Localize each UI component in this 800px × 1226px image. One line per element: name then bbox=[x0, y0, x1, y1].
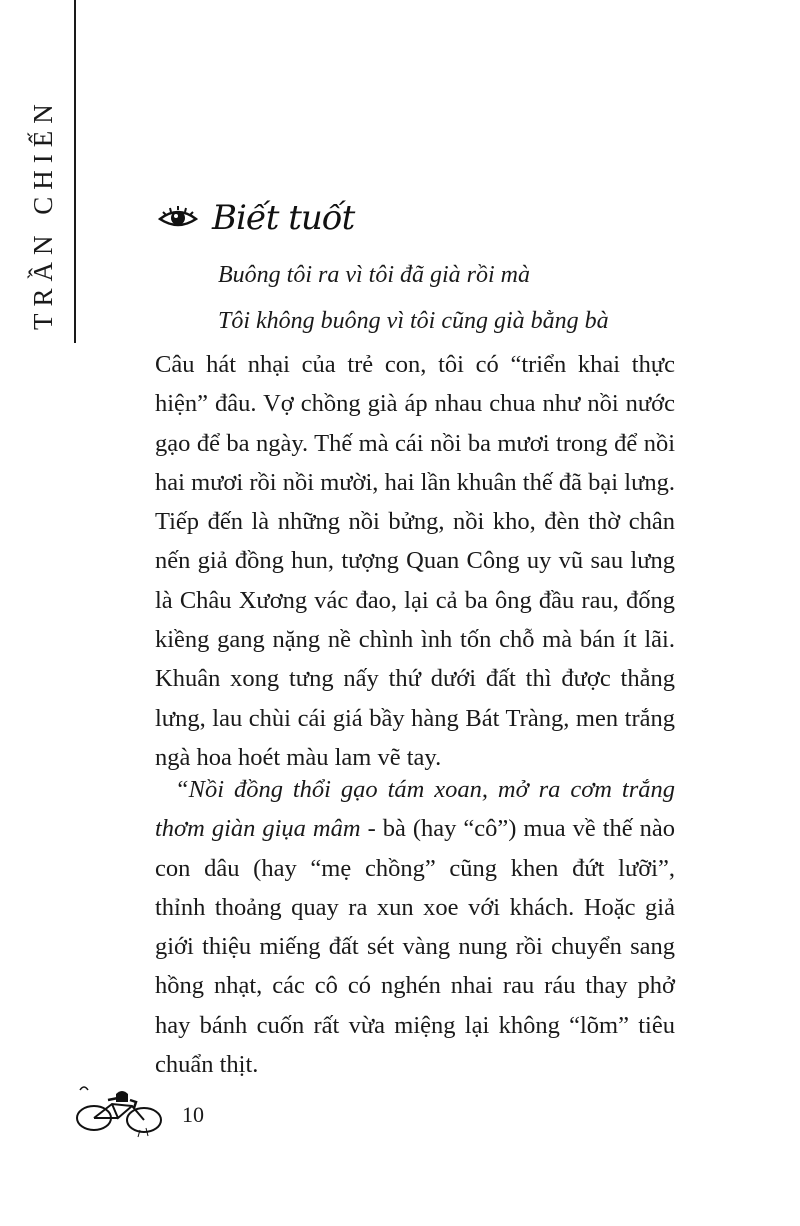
text-line bbox=[155, 809, 675, 848]
paragraph-2 bbox=[155, 770, 675, 1084]
author-running-head: TRẦN CHIẾN bbox=[28, 97, 58, 330]
text-line: chuẩn thịt. bbox=[155, 1051, 259, 1079]
paragraph-1 bbox=[155, 345, 675, 777]
text-line: hai mươi rồi nồi mười, hai lần khuân thế đã bại lưng. bbox=[155, 468, 675, 496]
text-line: hay bánh cuốn rất vừa miệng lại không “lõm” tiêu bbox=[155, 1011, 675, 1039]
text-line: ngà hoa hoét màu lam vẽ tay. bbox=[155, 743, 442, 771]
text-line: giới thiệu miếng đất sét vàng nung rồi chuyển sang bbox=[155, 933, 675, 961]
section-header bbox=[158, 188, 354, 248]
page-number: 10 bbox=[182, 1102, 204, 1127]
epigraph-line: Tôi không buông vì tôi cũng già bằng bà bbox=[218, 308, 609, 334]
italic-fragment: thơm giàn giụa mâm bbox=[155, 815, 361, 843]
section-title: Biết tuốt bbox=[212, 198, 355, 238]
bicycle-icon bbox=[72, 1080, 172, 1140]
text-line: “Nồi đồng thổi gạo tám xoan, mở ra cơm trắng bbox=[175, 776, 675, 803]
page-footer bbox=[72, 1080, 204, 1140]
epigraph-line: Buông tôi ra vì tôi đã già rồi mà bbox=[218, 262, 530, 288]
text-fragment: - bà (hay “cô”) mua về thế nào bbox=[360, 815, 676, 843]
text-line: hiện” đâu. Vợ chồng già áp nhau chua như nồi nước bbox=[155, 390, 675, 418]
text-line: là Châu Xương vác đao, lại cả ba ông đầu rau, đống bbox=[155, 586, 675, 614]
text-line: lưng, lau chùi cái giá bầy hàng Bát Tràng, men trắng bbox=[155, 704, 675, 732]
text-line: nến giả đồng hun, tượng Quan Công uy vũ sau lưng bbox=[155, 547, 675, 575]
text-line: Khuân xong tưng nấy thứ dưới đất thì được thẳng bbox=[155, 665, 675, 693]
text-line: Câu hát nhại của trẻ con, tôi có “triển khai thực bbox=[155, 351, 675, 378]
text-line: gạo để ba ngày. Thế mà cái nồi ba mươi trong để nồi bbox=[155, 429, 675, 457]
vertical-rule bbox=[74, 0, 76, 343]
text-line: hồng nhạt, các cô có nghén nhai rau ráu thay phở bbox=[155, 972, 675, 1000]
text-line: thỉnh thoảng quay ra xun xoe với khách. Hoặc giả bbox=[155, 893, 675, 921]
text-line: con dâu (hay “mẹ chồng” cũng khen đứt lưỡi”, bbox=[155, 854, 675, 882]
text-line: Tiếp đến là những nồi bửng, nồi kho, đèn thờ chân bbox=[155, 508, 675, 536]
eye-icon bbox=[158, 203, 198, 233]
text-line: kiềng gang nặng nề chình ình tốn chỗ mà bán ít lãi. bbox=[155, 626, 675, 654]
